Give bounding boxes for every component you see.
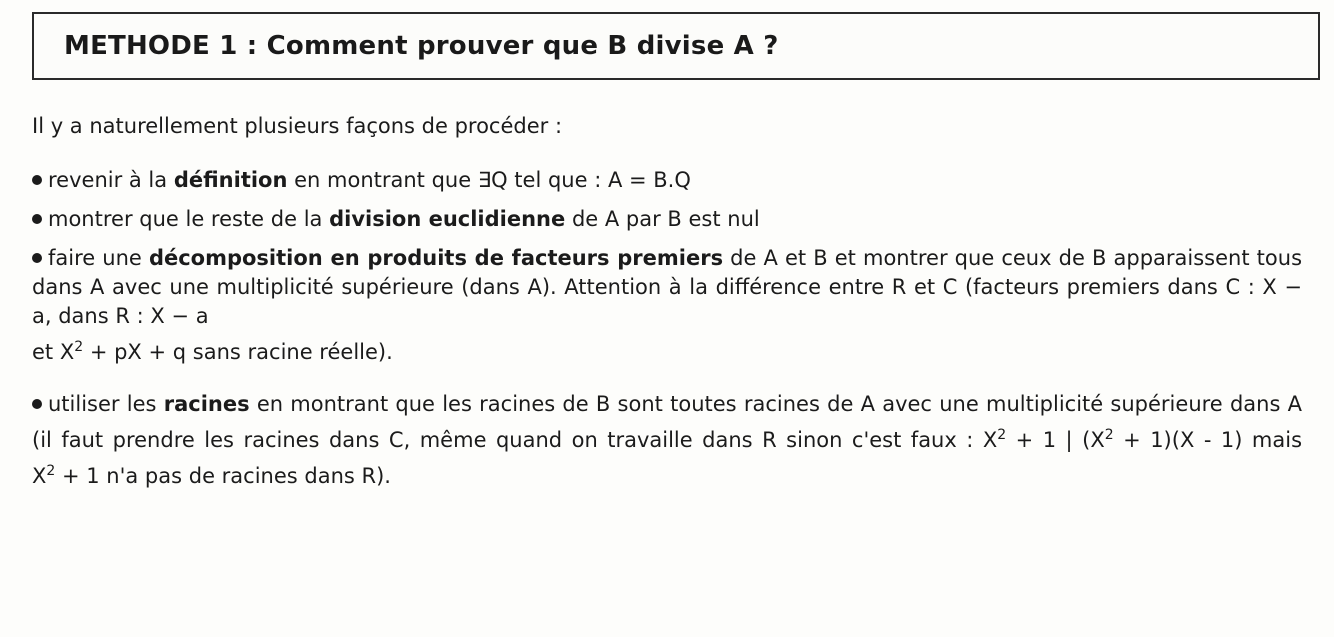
item-division	[32, 205, 1302, 234]
racines-f4: + 1	[55, 464, 100, 488]
racines-end: n'a pas de racines dans R).	[99, 464, 391, 488]
decomposition-last-line	[32, 340, 393, 364]
definition-keyword: définition	[173, 168, 288, 192]
racines-formula-2	[32, 464, 100, 488]
racines-formula	[983, 428, 1243, 452]
division-post: de A par B est nul	[565, 207, 760, 231]
bullet-icon	[32, 175, 42, 185]
racines-post: en montrant que les racines de B sont toutes racines de A avec une multiplicité supérieure dans A (il faut prendre les racines dans C, même quand on travaille dans R sinon c'est faux :	[32, 392, 1303, 452]
definition-pre: revenir à la	[48, 168, 174, 192]
decomposition-keyword: décomposition en produits de facteurs premiers	[148, 246, 724, 270]
decomposition-last-post: sans racine réelle).	[186, 340, 393, 364]
division-pre: montrer que le reste de la	[48, 207, 330, 231]
item-definition	[32, 166, 1302, 195]
definition-formula: A = B.Q	[607, 168, 691, 192]
racines-exp2: 2	[1104, 427, 1114, 443]
racines-keyword: racines	[163, 392, 250, 416]
racines-f3: + 1)(X - 1)	[1113, 428, 1243, 452]
method-content	[32, 112, 1302, 506]
racines-exp3: 2	[46, 463, 56, 479]
racines-f1: + 1 |	[1006, 428, 1083, 452]
division-keyword: division euclidienne	[329, 207, 566, 231]
bullet-icon	[32, 253, 42, 263]
racines-mid: mais	[1242, 428, 1303, 452]
definition-post: en montrant que ∃Q tel que :	[287, 168, 608, 192]
bullet-icon	[32, 399, 42, 409]
decomposition-exponent: 2	[74, 339, 84, 355]
method-title: METHODE 1 : Comment prouver que B divise A ?	[64, 31, 779, 61]
decomposition-formula	[60, 340, 186, 364]
decomposition-x: X	[59, 340, 75, 364]
intro-text: Il y a naturellement plusieurs façons de procéder :	[32, 114, 563, 138]
racines-exp1: 2	[997, 427, 1007, 443]
racines-x2: X	[32, 464, 47, 488]
racines-x1: X	[982, 428, 998, 452]
decomposition-pre: faire une	[48, 246, 149, 270]
racines-pre: utiliser les	[48, 392, 164, 416]
method-title-box	[32, 12, 1320, 80]
decomposition-post: de A et B et montrer que ceux de B apparaissent tous dans A avec une multiplicité supérieure (dans A). Attention à la différence entre R et C (facteurs premiers dans C : X − a, dans R : X − a	[32, 246, 1303, 328]
racines-f2: (X	[1082, 428, 1105, 452]
decomposition-poly: + pX + q	[83, 340, 187, 364]
decomposition-last-pre: et	[32, 340, 60, 364]
item-racines	[32, 386, 1302, 494]
bullet-icon	[32, 214, 42, 224]
item-decomposition	[32, 244, 1302, 374]
